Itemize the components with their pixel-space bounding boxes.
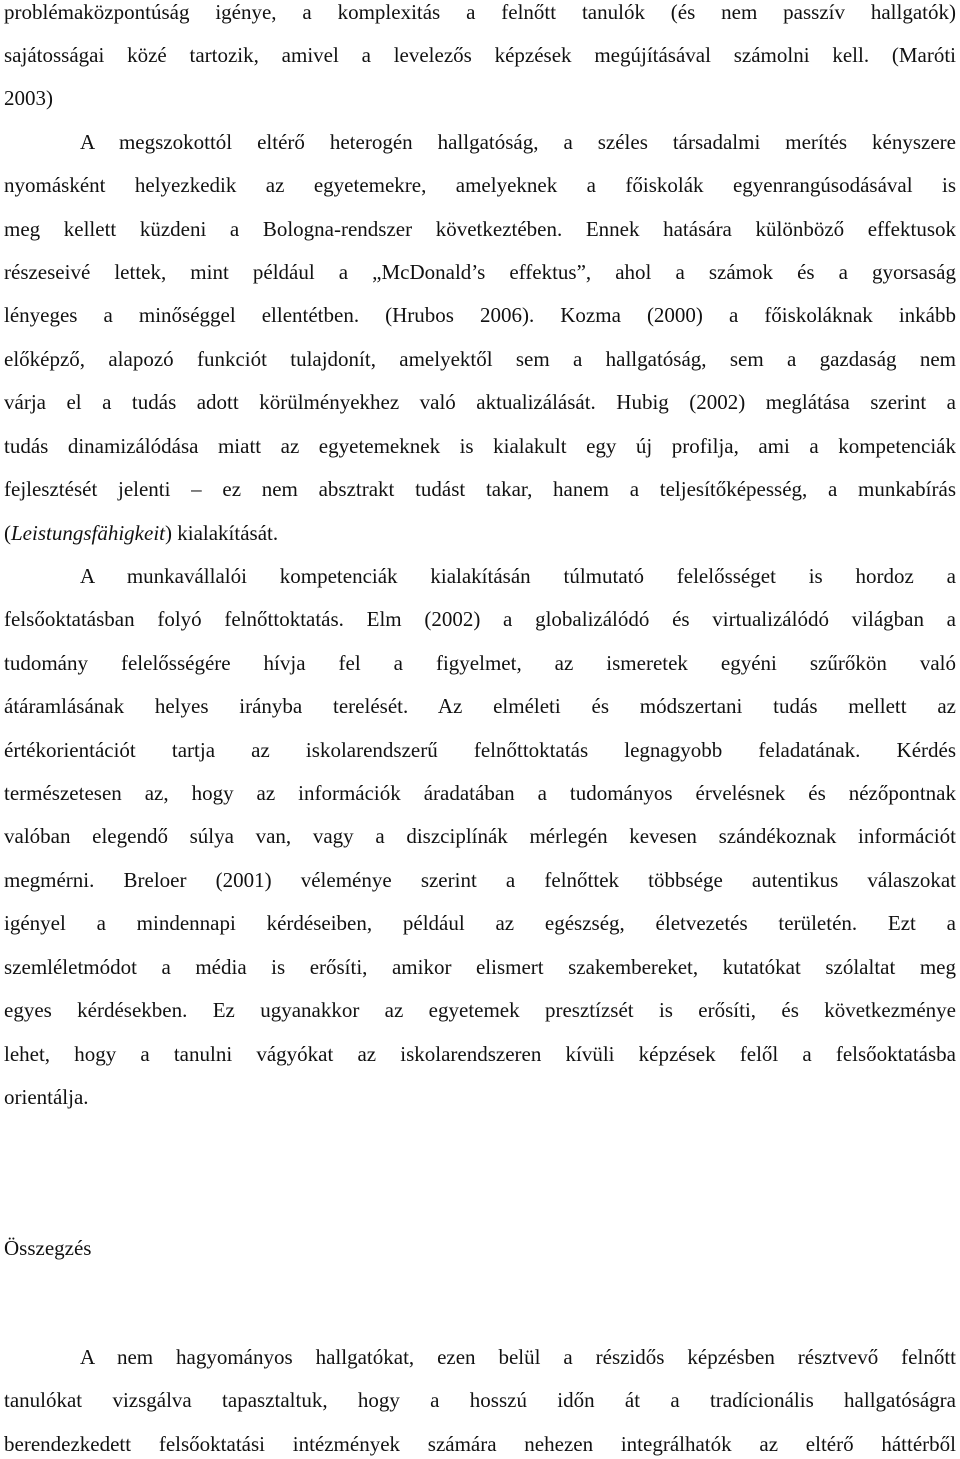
paragraph-3-line-4: átáramlásának helyes irányba terelését. Az elméleti és módszertani tudás mellett az [4, 694, 956, 718]
italic-term: Leistungsfähigkeit [11, 521, 165, 545]
paragraph-3-line-12: lehet, hogy a tanulni vágyókat az iskolarendszeren kívüli képzések felől a felsőoktatásba [4, 1042, 956, 1066]
line-rest: ) kialakítását. [165, 521, 279, 545]
paragraph-2-line-3: meg kellett küzdeni a Bologna-rendszer következtében. Ennek hatására különböző effektusok [4, 217, 956, 241]
paragraph-4-line-1: A nem hagyományos hallgatókat, ezen belül a részidős képzésben résztvevő felnőtt [80, 1345, 956, 1369]
paragraph-2-line-4: részeseivé lettek, mint például a „McDonald’s effektus”, ahol a számok és a gyorsaság [4, 260, 956, 284]
paragraph-2-line-6: előképző, alapozó funkciót tulajdonít, amelyektől sem a hallgatóság, sem a gazdaság nem [4, 347, 956, 371]
paragraph-3-line-9: igényel a mindennapi kérdéseiben, például az egészség, életvezetés területén. Ezt a [4, 911, 956, 935]
paragraph-1-line-1: problémaközpontúság igénye, a komplexitás a felnőtt tanulók (és nem passzív hallgatók) [4, 0, 956, 24]
paragraph-2-line-9: fejlesztését jelenti – ez nem absztrakt tudást takar, hanem a teljesítőképesség, a munkabírás [4, 477, 956, 501]
paragraph-3-line-6: természetesen az, hogy az információk áradatában a tudományos érvelésnek és nézőpontnak [4, 781, 956, 805]
paragraph-2-line-10 [4, 518, 956, 548]
paragraph-4-line-2: tanulókat vizsgálva tapasztaltuk, hogy a hosszú időn át a tradícionális hallgatóságra [4, 1388, 956, 1412]
paragraph-3-line-1: A munkavállalói kompetenciák kialakításán túlmutató felelősséget is hordoz a [80, 564, 956, 588]
paragraph-2-line-7: várja el a tudás adott körülményekhez való aktualizálását. Hubig (2002) meglátása szerint a [4, 390, 956, 414]
paragraph-3-line-3: tudomány felelősségére hívja fel a figyelmet, az ismeretek egyéni szűrőkön való [4, 651, 956, 675]
section-heading: Összegzés [4, 1236, 92, 1260]
paragraph-2-line-1: A megszokottól eltérő heterogén hallgatóság, a széles társadalmi merítés kényszere [80, 130, 956, 154]
paragraph-3-line-7: valóban elegendő súlya van, vagy a diszciplínák mérlegén kevesen szándékoznak információt [4, 824, 956, 848]
paragraph-1-line-3: 2003) [4, 86, 53, 110]
paragraph-2-line-8: tudás dinamizálódása miatt az egyetemeknek is kialakult egy új profilja, ami a kompetenciák [4, 434, 956, 458]
paragraph-3-line-11: egyes kérdésekben. Ez ugyanakkor az egyetemek presztízsét is erősíti, és következménye [4, 998, 956, 1022]
paragraph-3-line-2: felsőoktatásban folyó felnőttoktatás. Elm (2002) a globalizálódó és virtualizálódó világban a [4, 607, 956, 631]
paragraph-1-line-2: sajátosságai közé tartozik, amivel a levelezős képzések megújításával számolni kell. (Maróti [4, 43, 956, 67]
open-paren: ( [4, 521, 11, 545]
paragraph-3-line-5: értékorientációt tartja az iskolarendszerű felnőttoktatás legnagyobb feladatának. Kérdés [4, 738, 956, 762]
paragraph-3-line-8: megmérni. Breloer (2001) véleménye szerint a felnőttek többsége autentikus válaszokat [4, 868, 956, 892]
paragraph-3-line-10: szemléletmódot a média is erősíti, amikor elismert szakembereket, kutatókat szólaltat meg [4, 955, 956, 979]
paragraph-2-line-5: lényeges a minőséggel ellentétben. (Hrubos 2006). Kozma (2000) a főiskoláknak inkább [4, 303, 956, 327]
paragraph-4-line-3: berendezkedett felsőoktatási intézmények számára nehezen integrálhatók az eltérő háttérből [4, 1432, 956, 1456]
paragraph-2-line-2: nyomásként helyezkedik az egyetemekre, amelyeknek a főiskolák egyenrangúsodásával is [4, 173, 956, 197]
paragraph-3-line-13: orientálja. [4, 1085, 89, 1109]
